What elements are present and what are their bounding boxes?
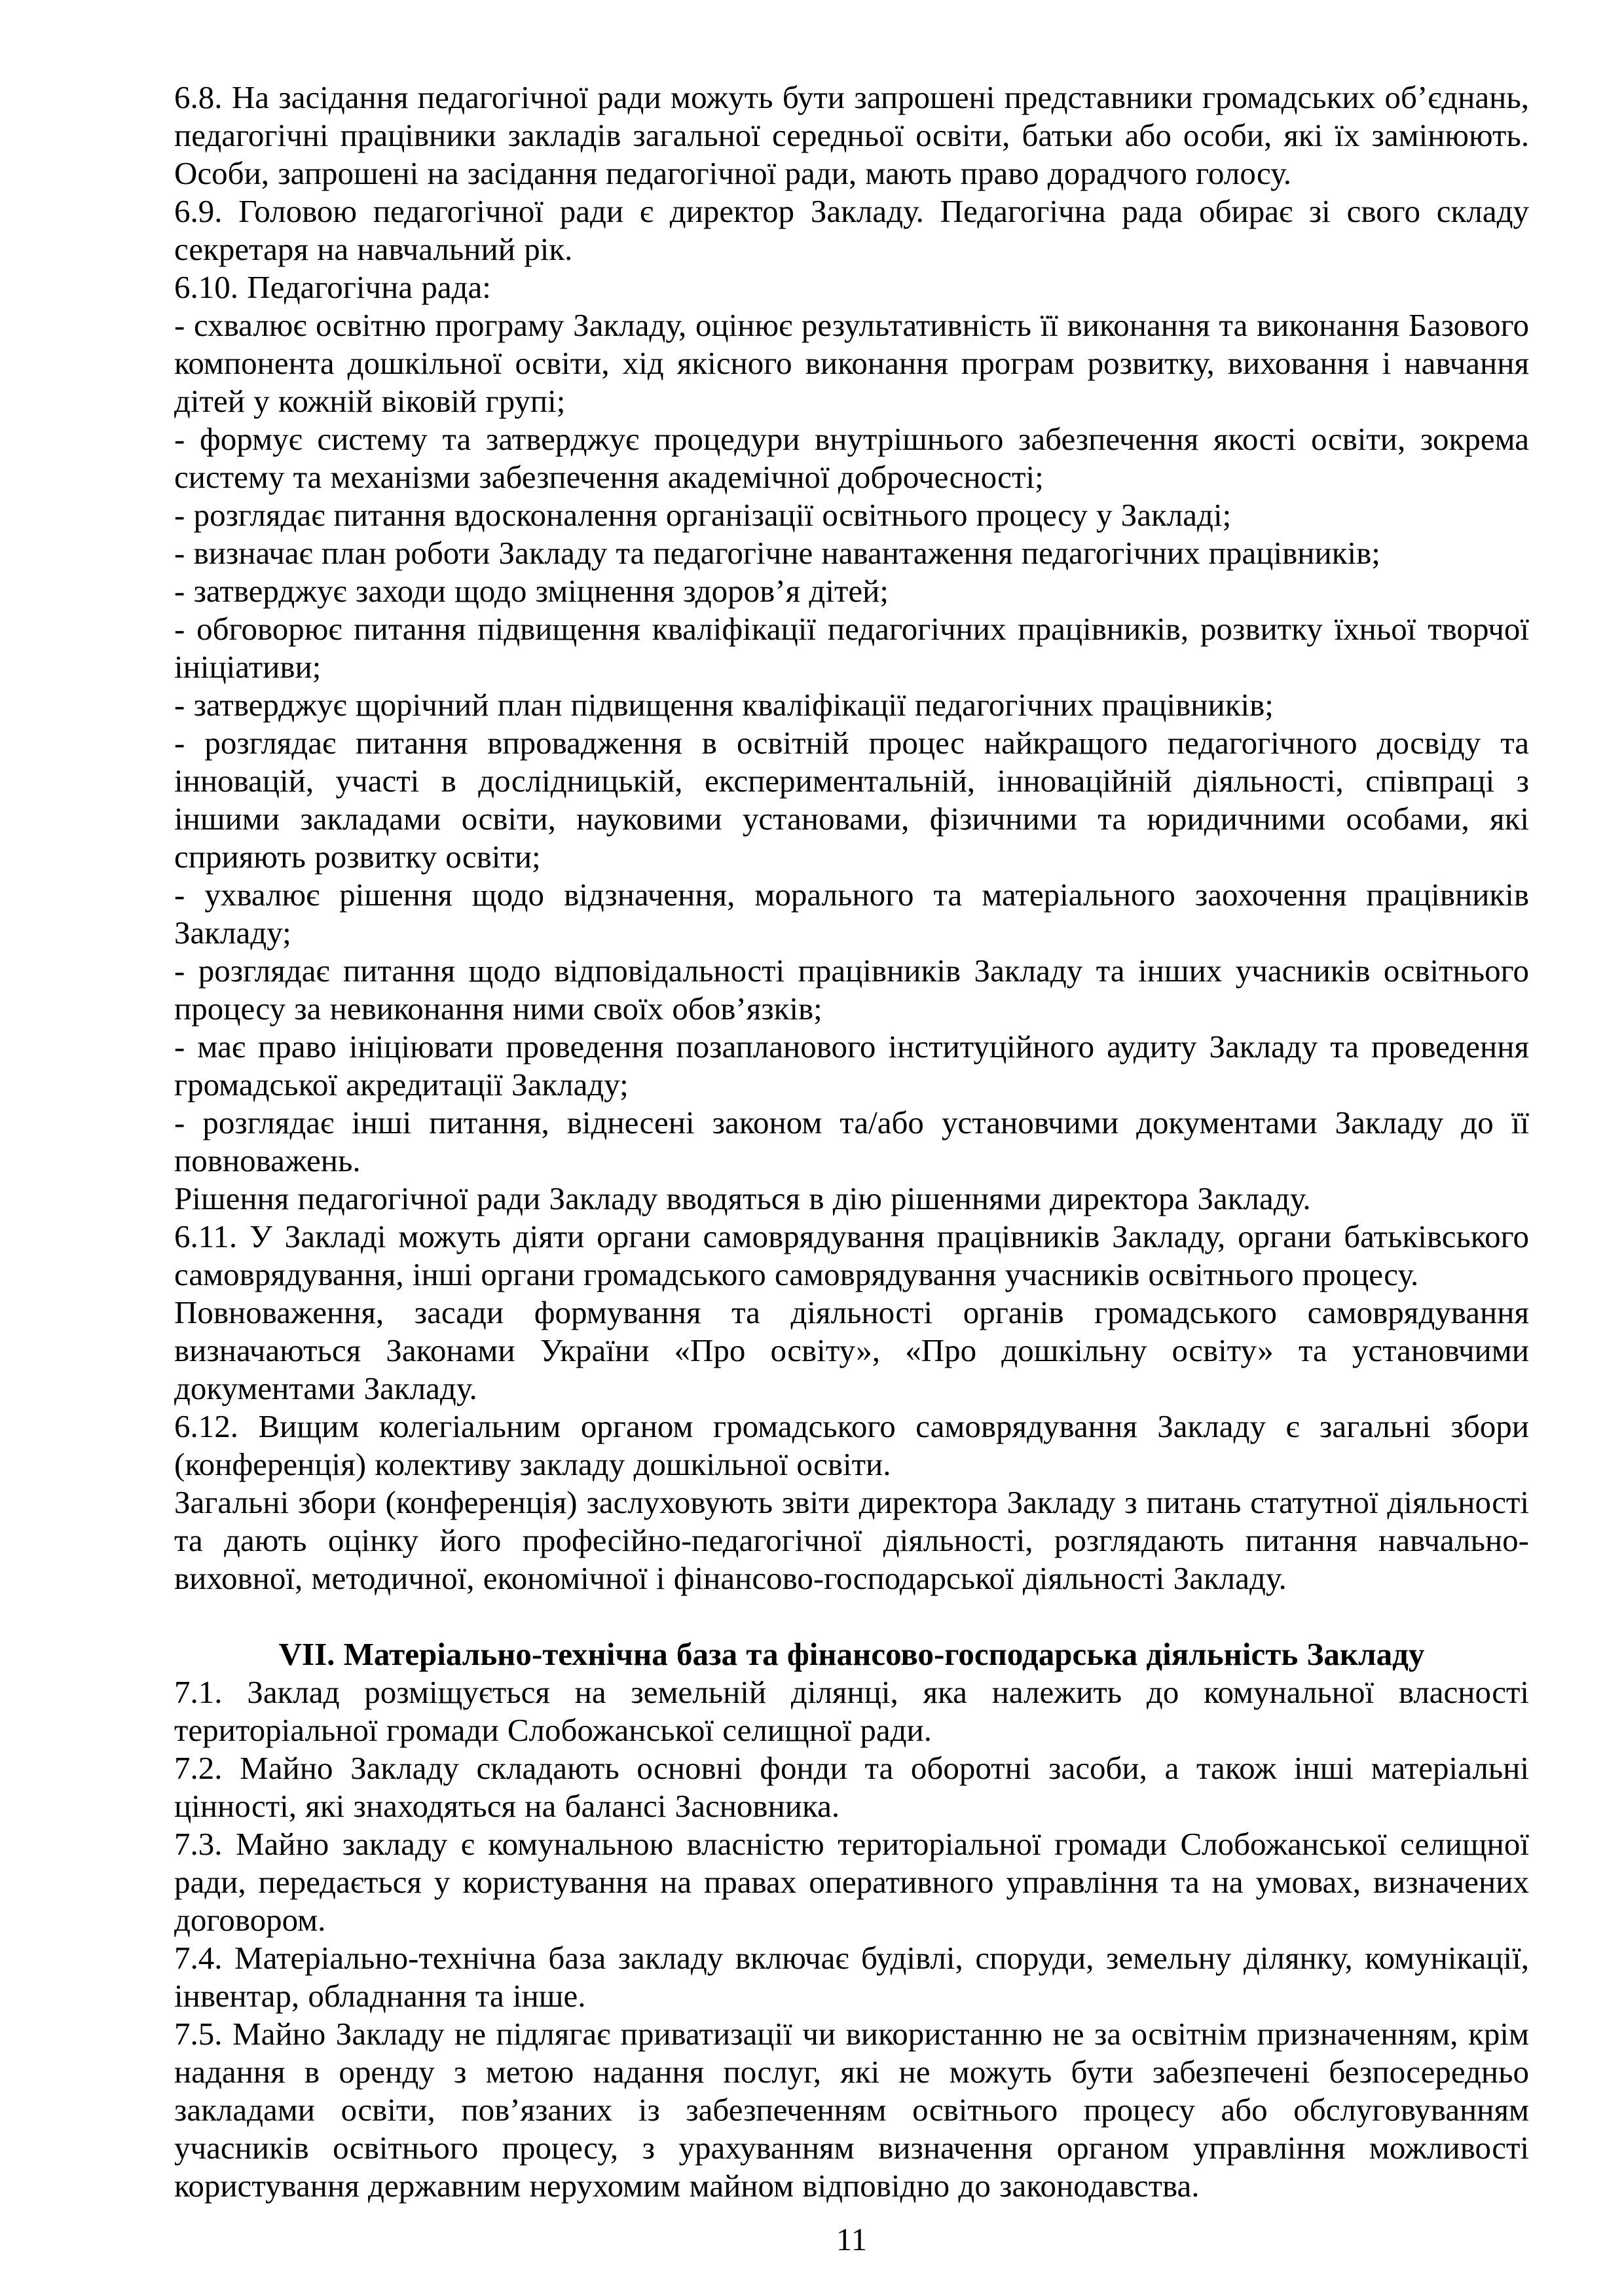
paragraph-7-4: 7.4. Матеріально-технічна база закладу включає будівлі, споруди, земельну ділянку, комунікації, інвентар, обладнання та інше. xyxy=(174,1940,1529,2014)
list-item: - затверджує щорічний план підвищення кваліфікації педагогічних працівників; xyxy=(174,687,1274,723)
paragraph-6-9: 6.9. Головою педагогічної ради є директор Закладу. Педагогічна рада обирає зі свого складу секретаря на навчальний рік. xyxy=(174,193,1529,267)
section-heading-vii: VII. Матеріально-технічна база та фінансово-господарська діяльність Закладу xyxy=(278,1636,1425,1672)
paragraph-general-meeting: Загальні збори (конференція) заслуховують звіти директора Закладу з питань статутної діяльності та дають оцінку його професійно-педагогічної діяльності, розглядають питання навчально-виховної, методичної, економічної і фінансово-господарської діяльності Закладу. xyxy=(174,1484,1529,1596)
document-body xyxy=(174,79,1529,2205)
list-item: - ухвалює рішення щодо відзначення, морального та матеріального заохочення працівників Закладу; xyxy=(174,877,1529,951)
list-item: - розглядає питання вдосконалення організації освітнього процесу у Закладі; xyxy=(174,497,1232,533)
list-item: - затверджує заходи щодо зміцнення здоров’я дітей; xyxy=(174,573,889,609)
paragraph-council-decisions: Рішення педагогічної ради Закладу вводяться в дію рішеннями директора Закладу. xyxy=(174,1180,1311,1216)
list-item: - схвалює освітню програму Закладу, оцінює результативність її виконання та виконання Базового компонента дошкільної освіти, хід якісного виконання програм розвитку, виховання і навчання дітей у кожній віковій групі; xyxy=(174,307,1529,419)
paragraph-6-11: 6.11. У Закладі можуть діяти органи самоврядування працівників Закладу, органи батьківського самоврядування, інші органи громадського самоврядування учасників освітнього процесу. xyxy=(174,1218,1529,1292)
list-item: - формує систему та затверджує процедури внутрішнього забезпечення якості освіти, зокрема систему та механізми забезпечення академічної доброчесності; xyxy=(174,421,1529,495)
paragraph-6-12: 6.12. Вищим колегіальним органом громадського самоврядування Закладу є загальні збори (конференція) колективу закладу дошкільної освіти. xyxy=(174,1408,1529,1482)
list-item: - визначає план роботи Закладу та педагогічне навантаження педагогічних працівників; xyxy=(174,535,1380,571)
list-item: - розглядає питання впровадження в освітній процес найкращого педагогічного досвіду та інновацій, участі в дослідницькій, експериментальній, інноваційній діяльності, співпраці з іншими закладами освіти, науковими установами, фізичними та юридичними особами, які сприяють розвитку освіти; xyxy=(174,725,1529,875)
paragraph-self-governance: Повноваження, засади формування та діяльності органів громадського самоврядування визначаються Законами України «Про освіту», «Про дошкільну освіту» та установчими документами Закладу. xyxy=(174,1294,1529,1406)
paragraph-7-5: 7.5. Майно Закладу не підлягає приватизації чи використанню не за освітнім призначенням, крім надання в оренду з метою надання послуг, які не можуть бути забезпечені безпосередньо закладами освіти, пов’язаних із забезпеченням освітнього процесу або обслуговуванням учасників освітнього процесу, з урахуванням визначення органом управління можливості користування державним нерухомим майном відповідно до законодавства. xyxy=(174,2016,1529,2204)
blank-line xyxy=(174,1597,1529,1635)
list-item: - розглядає інші питання, віднесені законом та/або установчими документами Закладу до її повноважень. xyxy=(174,1104,1529,1178)
paragraph-7-2: 7.2. Майно Закладу складають основні фонди та оборотні засоби, а також інші матеріальні цінності, які знаходяться на балансі Засновника. xyxy=(174,1750,1529,1824)
paragraph-6-10: 6.10. Педагогічна рада: xyxy=(174,269,491,305)
paragraph-6-8: 6.8. На засідання педагогічної ради можуть бути запрошені представники громадських об’єднань, педагогічні працівники закладів загальної середньої освіти, батьки або особи, які їх замінюють. Особи, запрошені на засідання педагогічної ради, мають право дорадчого голосу. xyxy=(174,79,1529,191)
page-number: 11 xyxy=(836,2221,868,2257)
paragraph-7-3: 7.3. Майно закладу є комунальною власністю територіальної громади Слобожанської селищної ради, передається у користування на правах оперативного управління та на умовах, визначених договором. xyxy=(174,1826,1529,1938)
list-item: - обговорює питання підвищення кваліфікації педагогічних працівників, розвитку їхньої творчої ініціативи; xyxy=(174,611,1529,685)
list-item: - має право ініціювати проведення позапланового інституційного аудиту Закладу та проведення громадської акредитації Закладу; xyxy=(174,1029,1529,1102)
paragraph-7-1: 7.1. Заклад розміщується на земельній ділянці, яка належить до комунальної власності територіальної громади Слобожанської селищної ради. xyxy=(174,1674,1529,1748)
list-item: - розглядає питання щодо відповідальності працівників Закладу та інших учасників освітнього процесу за невиконання ними своїх обов’язків; xyxy=(174,953,1529,1027)
